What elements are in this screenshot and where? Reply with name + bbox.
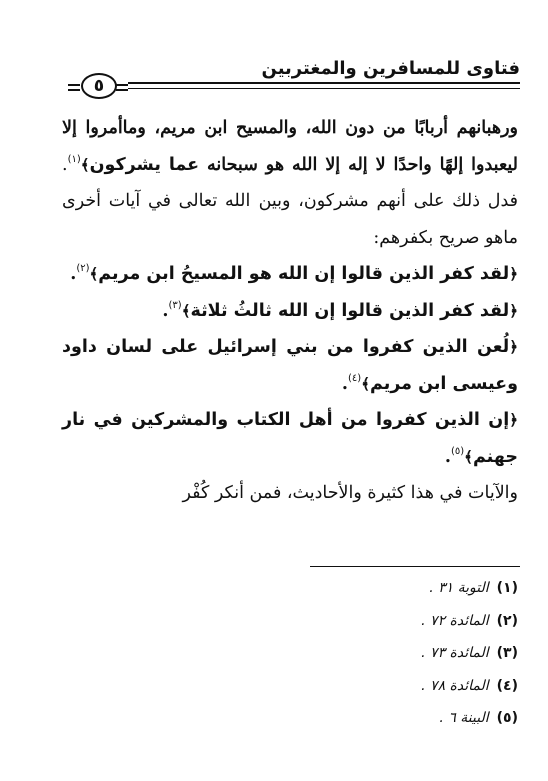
book-title: فتاوى للمسافرين والمغتربين <box>261 58 520 79</box>
verse-close-ornament: ﴾ <box>181 301 191 320</box>
verse-close-ornament: ﴾ <box>361 374 370 393</box>
footnote-item <box>200 702 518 735</box>
footnote-marker: (٣) <box>168 299 182 311</box>
verse-text: لُعن الذين كفروا من بني إسرائيل على لسان داود وعيسى ابن مريم <box>62 337 518 394</box>
footnote-marker: (٢) <box>76 263 90 274</box>
quran-verse <box>182 301 518 321</box>
verse-open-ornament: ﴿ <box>509 338 518 356</box>
paragraph-closing <box>62 475 518 512</box>
footnote-number: (٤) <box>496 677 518 694</box>
quran-verse <box>81 155 199 175</box>
page-number-dash <box>68 89 80 91</box>
header-rule <box>128 82 520 84</box>
page-number: ٥ <box>81 73 117 99</box>
footnote-item <box>200 605 518 638</box>
footnote-number: (٥) <box>496 710 518 726</box>
footnote-marker: (٥) <box>450 445 465 457</box>
footnote-marker: (١) <box>67 153 81 165</box>
header-rule-thin <box>128 88 520 89</box>
footnote-reference: التوبة ٣١ . <box>429 580 489 596</box>
verse-text: إن الذين كفروا من أهل الكتاب والمشركين في نار جهنم <box>62 410 518 467</box>
quran-verse <box>62 410 518 467</box>
running-header <box>68 58 520 98</box>
verse-paragraph: ﴿إن الذين كفروا من أهل الكتاب والمشركين في نار جهنم﴾$^{(٥)}$. <box>62 410 518 467</box>
verse-open-ornament: ﴿ <box>509 265 518 283</box>
text-line: والآيات في هذا كثيرة والأحاديث، فمن أنكر كُفْر <box>182 483 518 503</box>
text-line: . فدل ذلك على أنهم مشركون، وبين <box>62 154 518 211</box>
page-number-dash <box>68 84 80 86</box>
quran-verse <box>62 337 518 394</box>
footnote-separator <box>310 566 520 567</box>
footnote-item <box>200 637 518 670</box>
verse-text: لقد كفر الذين قالوا إن الله هو المسيحُ ابن مريم <box>98 264 510 284</box>
footnote-marker: (٤) <box>348 372 362 384</box>
verse-paragraph: ﴿لقد كفر الذين قالوا إن الله هو المسيحُ ابن مريم﴾$^{(٢)}$. <box>70 263 518 284</box>
verse-paragraph: ﴿لُعن الذين كفروا من بني إسرائيل على لسان داود وعيسى ابن مريم﴾$^{(٤)}$. <box>62 337 518 394</box>
text-line: وماأمروا إلا ليعبدوا إلهًا واحدًا لا إله إلا الله هو سبحانه <box>62 118 518 175</box>
paragraph-intro <box>62 110 518 256</box>
footnote-item <box>200 670 518 703</box>
quran-verse <box>90 264 519 284</box>
verse-open-ornament: ﴿ <box>509 411 518 429</box>
verse-open-ornament: ﴿ <box>509 301 518 320</box>
footnote-item <box>200 572 518 605</box>
verse-paragraph: ﴿لقد كفر الذين قالوا إن الله ثالثُ ثلاثة﴾$^{(٣)}$. <box>162 299 518 321</box>
footnote-reference: المائدة ٧٨ . <box>421 677 489 694</box>
footnote-reference: المائدة ٧٣ . <box>421 645 489 661</box>
page-number-dash <box>116 84 128 86</box>
footnote-number: (٢) <box>496 612 518 629</box>
text-line: ورهبانهم أربابًا من دون الله، والمسيح ابن مريم، <box>154 118 519 138</box>
verse-text: لقد كفر الذين قالوا إن الله ثالثُ ثلاثة <box>190 300 510 321</box>
page-number-badge <box>68 72 128 98</box>
footnote-number: (١) <box>496 580 518 596</box>
footnote-number: (٣) <box>496 645 518 661</box>
footnote-reference: البينة ٦ . <box>439 710 489 726</box>
verse-text: عما يشركون <box>89 154 200 175</box>
verse-close-ornament: ﴾ <box>89 265 99 283</box>
main-text <box>62 110 518 512</box>
verse-close-ornament: ﴾ <box>80 155 90 174</box>
page-number-dash <box>116 89 128 91</box>
footnotes <box>200 572 518 735</box>
text-line: الله تعالى في آيات أخرى ماهو صريح بكفرهم: <box>62 191 518 248</box>
verse-close-ornament: ﴾ <box>464 447 473 466</box>
footnote-reference: المائدة ٧٢ . <box>421 612 489 629</box>
